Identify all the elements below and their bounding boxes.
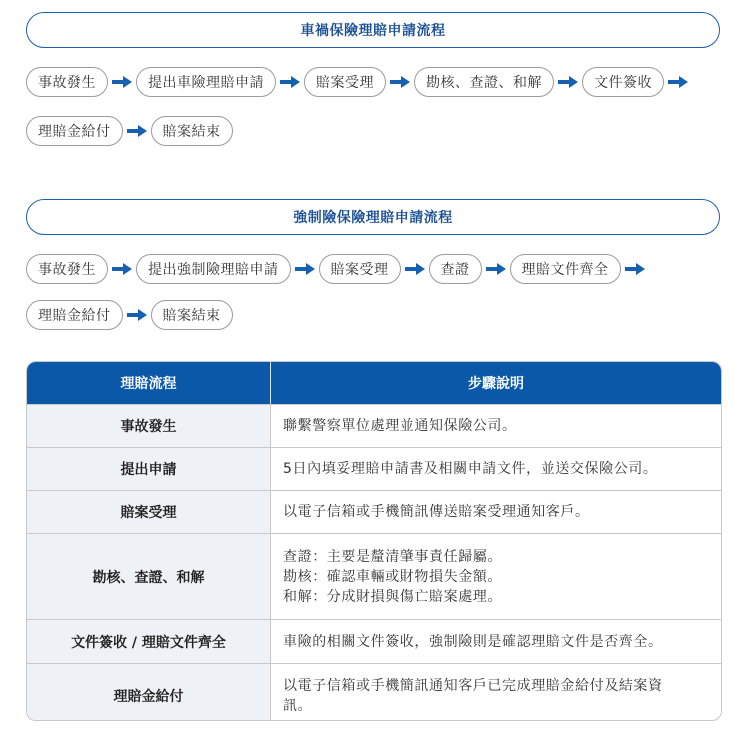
car-claim-flow-row-1 [26, 67, 692, 97]
flow-step: 理賠文件齊全 [510, 254, 621, 284]
car-claim-flow-row-2 [26, 116, 233, 146]
header-process: 理賠流程 [27, 362, 271, 404]
row-step-label: 理賠金給付 [27, 664, 271, 721]
description-line: 車險的相關文件簽收，強制險則是確認理賠文件是否齊全。 [283, 633, 663, 650]
flow-step: 賠案結束 [151, 300, 233, 330]
claim-steps-table [26, 361, 722, 721]
header-description: 步驟說明 [468, 376, 524, 392]
flow-step: 賠案受理 [319, 254, 401, 284]
car-claim-process-title: 車禍保險理賠申請流程 [26, 12, 720, 48]
flow-step: 賠案結束 [151, 116, 233, 146]
row-description [271, 620, 721, 663]
table-row [27, 447, 721, 490]
row-step-label: 提出申請 [27, 448, 271, 490]
description-line: 查證：主要是釐清肇事責任歸屬。 [283, 548, 502, 565]
arrow-right-icon [664, 76, 692, 88]
table-row [27, 663, 721, 721]
arrow-right-icon [482, 263, 510, 275]
arrow-right-icon [386, 76, 414, 88]
arrow-right-icon [123, 309, 151, 321]
arrow-right-icon [123, 125, 151, 137]
flow-step: 勘核、查證、和解 [414, 67, 554, 97]
description-line: 和解：分成財損與傷亡賠案處理。 [283, 588, 502, 605]
flow-step: 文件簽收 [582, 67, 664, 97]
description-line: 勘核：確認車輛或財物損失金額。 [283, 568, 502, 585]
row-step-label: 勘核、查證、和解 [27, 534, 271, 619]
row-description [271, 534, 721, 619]
flow-step: 賠案受理 [304, 67, 386, 97]
table-row [27, 490, 721, 533]
description-line: 5日內填妥理賠申請書及相關申請文件，並送交保險公司。 [283, 461, 658, 477]
arrow-right-icon [554, 76, 582, 88]
row-description [271, 664, 721, 721]
table-row [27, 619, 721, 663]
arrow-right-icon [621, 263, 649, 275]
flow-step: 提出車險理賠申請 [136, 67, 276, 97]
table-row [27, 404, 721, 447]
arrow-right-icon [401, 263, 429, 275]
row-description [271, 448, 721, 490]
description-line: 以電子信箱或手機簡訊傳送賠案受理通知客戶。 [283, 504, 590, 520]
table-header [27, 362, 721, 404]
compulsory-claim-flow-row-2 [26, 300, 233, 330]
row-step-label: 文件簽收 / 理賠文件齊全 [27, 620, 271, 663]
compulsory-claim-flow-row-1 [26, 254, 649, 284]
table-row [27, 533, 721, 619]
compulsory-claim-process-title: 強制險保險理賠申請流程 [26, 199, 720, 235]
row-step-label: 事故發生 [27, 405, 271, 447]
description-line: 訊。 [283, 698, 313, 714]
flow-step: 理賠金給付 [26, 116, 123, 146]
description-line: 聯繫警察單位處理並通知保險公司。 [283, 418, 517, 434]
row-description [271, 405, 721, 447]
row-step-label: 賠案受理 [27, 491, 271, 533]
arrow-right-icon [276, 76, 304, 88]
arrow-right-icon [291, 263, 319, 275]
row-description [271, 491, 721, 533]
flow-step: 查證 [429, 254, 482, 284]
flow-step: 事故發生 [26, 67, 108, 97]
arrow-right-icon [108, 76, 136, 88]
description-line: 以電子信箱或手機簡訊通知客戶已完成理賠金給付及結案資 [283, 678, 663, 694]
flow-step: 提出強制險理賠申請 [136, 254, 291, 284]
flow-step: 理賠金給付 [26, 300, 123, 330]
arrow-right-icon [108, 263, 136, 275]
flow-step: 事故發生 [26, 254, 108, 284]
